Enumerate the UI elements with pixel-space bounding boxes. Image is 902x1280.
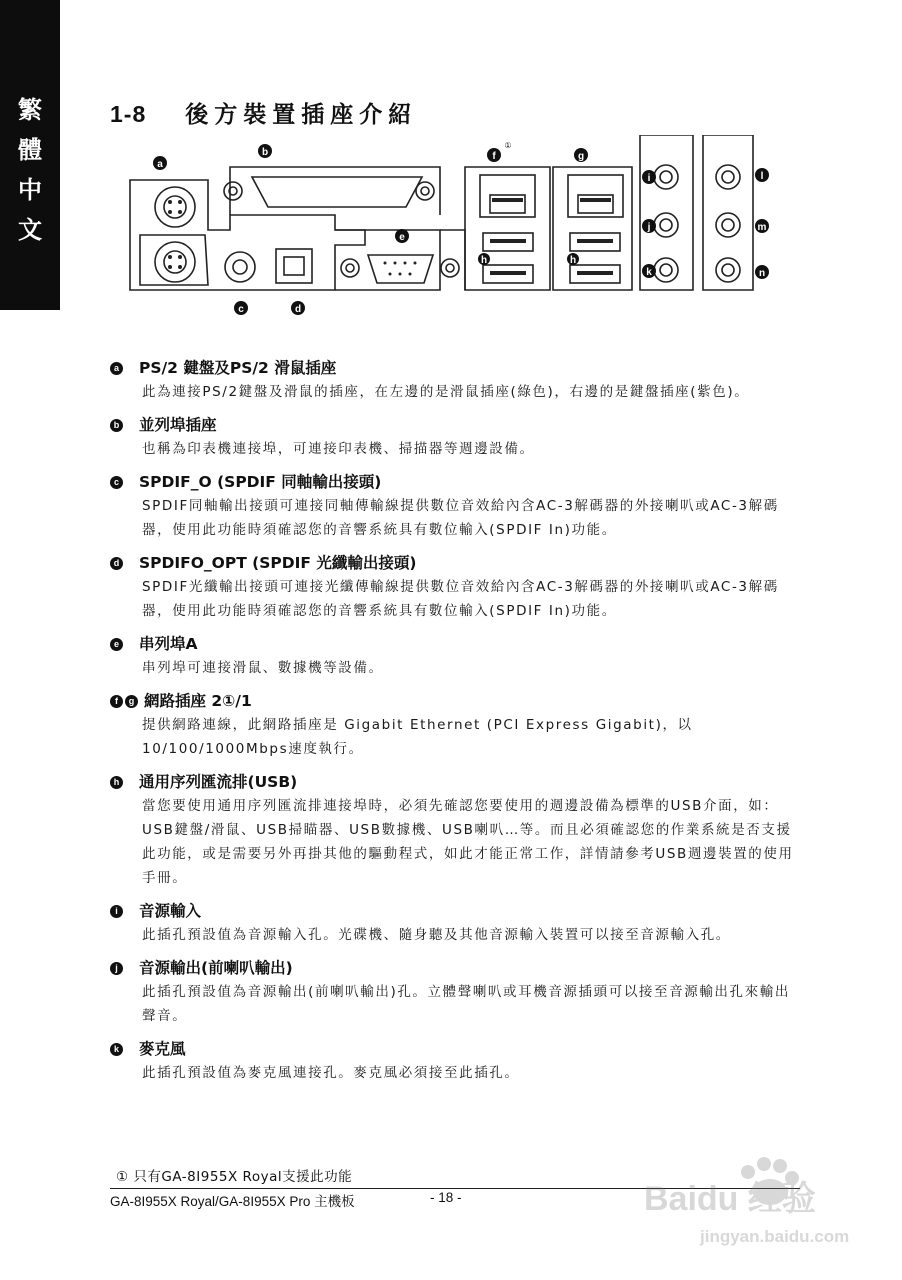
svg-text:k: k [646, 267, 652, 278]
item-marker: g [125, 695, 138, 708]
item-description: 串列埠可連接滑鼠、數據機等設備。 [142, 660, 384, 676]
diagram-marker-b [258, 144, 272, 158]
section-number: 1-8 [110, 101, 147, 127]
svg-text:b: b [261, 147, 269, 158]
svg-text:m: m [757, 222, 767, 233]
diagram-marker-i [642, 170, 656, 184]
diagram-marker-h [478, 253, 490, 266]
svg-text:e: e [399, 232, 405, 243]
item-title: SPDIFO_OPT (SPDIF 光纖輸出接頭) [139, 554, 417, 572]
item-description: SPDIF同軸輸出接頭可連接同軸傳輸線提供數位音效給內含AC-3解碼器的外接喇叭或AC-3解碼器，使用此功能時須確認您的音響系統具有數位輸入(SPDIF In)功能。 [142, 498, 779, 538]
watermark-url: jingyan.baidu.com [700, 1227, 850, 1246]
diagram-marker-d [291, 301, 305, 315]
section-heading [110, 96, 417, 129]
item-description: 此插孔預設值為音源輸入孔。光碟機、隨身聽及其他音源輸入裝置可以接至音源輸入孔。 [142, 927, 731, 943]
list-item [110, 770, 800, 890]
item-title: 麥克風 [139, 1040, 186, 1058]
rear-panel-diagram [100, 135, 800, 325]
item-title: 網路插座 2①/1 [144, 692, 252, 710]
item-title: 通用序列匯流排(USB) [139, 773, 298, 791]
svg-text:f: f [492, 151, 496, 162]
connector-list [110, 356, 800, 1094]
svg-text:c: c [238, 304, 244, 315]
item-marker: d [110, 557, 123, 570]
language-char: 繁 [18, 95, 42, 124]
item-description: 當您要使用通用序列匯流排連接埠時，必須先確認您要使用的週邊設備為標準的USB介面，如：USB鍵盤/滑鼠、USB掃瞄器、USB數據機、USB喇叭…等。而且必須確認您的作業系統是否支援此功能，或是需要另外再掛其他的驅動程式，如此才能正常工作，詳情請參考USB週邊裝置的使用手冊。 [142, 798, 794, 886]
item-title: 音源輸入 [139, 902, 202, 920]
svg-text:n: n [758, 268, 766, 279]
item-title: 並列埠插座 [139, 416, 217, 434]
svg-text:g: g [577, 151, 585, 162]
svg-text:i: i [647, 173, 651, 184]
diagram-marker-n [755, 265, 769, 279]
list-item [110, 956, 800, 1028]
svg-text:h: h [569, 255, 577, 266]
list-item [110, 899, 800, 947]
diagram-marker-k [642, 264, 656, 278]
diagram-marker-l [755, 168, 769, 182]
diagram-marker-c [234, 301, 248, 315]
section-title: 後方裝置插座介紹 [185, 101, 418, 128]
diagram-marker-e [395, 229, 409, 243]
diagram-footnote-mark: ① [504, 141, 512, 150]
diagram-marker-h [567, 253, 579, 266]
item-marker: k [110, 1043, 123, 1056]
list-item [110, 689, 800, 761]
svg-text:d: d [294, 304, 302, 315]
diagram-marker-a [153, 156, 167, 170]
watermark-brand: Baidu 经验 [644, 1180, 816, 1218]
item-title: 音源輸出(前喇叭輸出) [139, 959, 293, 977]
item-marker: f [110, 695, 123, 708]
item-title: SPDIF_O (SPDIF 同軸輸出接頭) [139, 473, 382, 491]
item-title: PS/2 鍵盤及PS/2 滑鼠插座 [139, 359, 337, 377]
item-marker: j [110, 962, 123, 975]
item-marker: i [110, 905, 123, 918]
item-description: SPDIF光纖輸出接頭可連接光纖傳輸線提供數位音效給內含AC-3解碼器的外接喇叭或AC-3解碼器，使用此功能時須確認您的音響系統具有數位輸入(SPDIF In)功能。 [142, 579, 779, 619]
language-char: 中 [18, 175, 42, 204]
footer-model: GA-8I955X Royal/GA-8I955X Pro 主機板 [110, 1194, 355, 1209]
item-title: 串列埠A [139, 635, 198, 653]
list-item [110, 470, 800, 542]
list-item [110, 356, 800, 404]
diagram-marker-m [755, 219, 769, 233]
item-description: 此插孔預設值為麥克風連接孔。麥克風必須接至此插孔。 [142, 1065, 520, 1081]
diagram-marker-j [642, 219, 656, 233]
diagram-marker-g [574, 148, 588, 162]
language-char: 文 [18, 215, 42, 244]
item-marker: c [110, 476, 123, 489]
language-tab [0, 0, 60, 310]
item-marker: e [110, 638, 123, 651]
svg-text:j: j [647, 222, 651, 233]
item-description: 也稱為印表機連接埠，可連接印表機、掃描器等週邊設備。 [142, 441, 535, 457]
page-number: - 18 - [430, 1190, 462, 1205]
list-item [110, 413, 800, 461]
language-char: 體 [18, 135, 42, 164]
item-marker: h [110, 776, 123, 789]
footnote: ① 只有GA-8I955X Royal支援此功能 [116, 1169, 353, 1185]
list-item [110, 551, 800, 623]
list-item [110, 1037, 800, 1085]
list-item [110, 632, 800, 680]
item-description: 此插孔預設值為音源輸出(前喇叭輸出)孔。立體聲喇叭或耳機音源插頭可以接至音源輸出孔來輸出聲音。 [142, 984, 790, 1024]
svg-text:a: a [157, 159, 163, 170]
diagram-marker-f [487, 148, 501, 162]
svg-text:h: h [480, 255, 488, 266]
item-marker: a [110, 362, 123, 375]
baidu-watermark [640, 1150, 850, 1260]
item-marker: b [110, 419, 123, 432]
item-description: 提供網路連線，此網路插座是 Gigabit Ethernet (PCI Express Gigabit)，以10/100/1000Mbps速度執行。 [142, 717, 693, 757]
item-description: 此為連接PS/2鍵盤及滑鼠的插座，在左邊的是滑鼠插座(綠色)，右邊的是鍵盤插座(紫色)。 [142, 384, 750, 400]
svg-text:l: l [760, 171, 764, 182]
